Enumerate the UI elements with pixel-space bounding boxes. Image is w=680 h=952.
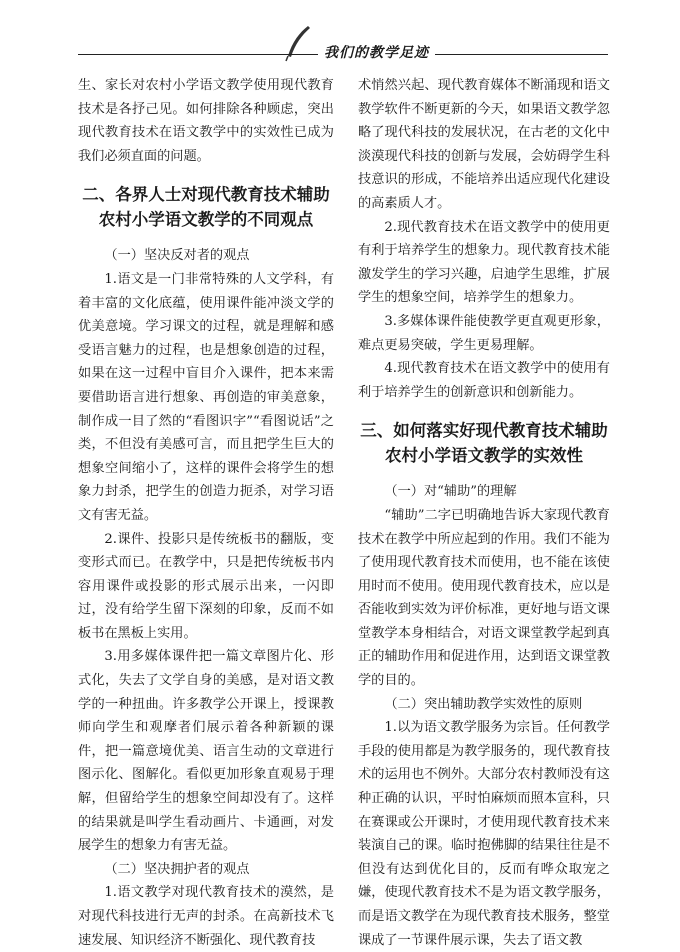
paragraph: “辅助”二字已明确地告诉大家现代教育技术在教学中所应起到的作用。我们不能为了使用现代教育技术而使用，也不能在该使用时而不使用。使用现代教育技术，应以是否能收到实效为评价标准，更好地与语文课堂教学本身相结合，对语文课堂教学起到真正的辅助作用和促进作用，达到语文课堂教学的目的。 (358, 507, 610, 689)
paragraph: 2.现代教育技术在语文教学中的使用更有利于培养学生的想象力。现代教育技术能激发学生的学习兴趣，启迪学生思维，扩展学生的想象空间，培养学生的想象力。 (358, 219, 610, 306)
paragraph: 3.多媒体课件能使教学更直观更形象，难点更易突破，学生更易理解。 (358, 313, 610, 353)
quill-pen-icon (278, 22, 318, 62)
subsection-title: （二）突出辅助教学实效性的原则 (384, 696, 583, 712)
paragraph: 4.现代教育技术在语文教学中的使用有利于培养学生的创新意识和创新能力。 (358, 361, 610, 400)
section-3-title: 三、如何落实好现代教育技术辅助农村小学语文教学的实效性 (360, 421, 608, 466)
paragraph: 1.语文是一门非常特殊的人文学科，有着丰富的文化底蕴，使用课件能冲淡文学的优美意境。学习课文的过程，就是理解和感受语言魅力的过程，也是想象创造的过程，如果在这一过程中盲目介入课件，把本来需要借助语言进行想象、再创造的审美意象，制作成一目了然的“看图识字”“看图说话”之类，不但没有美感可言，而且把学生巨大的想象空间缩小了，这样的课件会将学生的想象力封杀，把学生的创造力扼杀，对学习语文有害无益。 (78, 271, 334, 523)
paragraph: 1.语文教学对现代教育技术的漠然，是对现代科技进行无声的封杀。在高新技术飞速发展、知识经济不断强化、现代教育技 (78, 885, 334, 948)
subsection-title: （一）对“辅助”的理解 (384, 484, 517, 500)
journal-sidebar (618, 0, 680, 947)
section-2-title: 二、各界人士对现代教育技术辅助农村小学语文教学的不同观点 (82, 185, 330, 230)
subsection-title: （一）坚决反对者的观点 (104, 248, 250, 264)
page-header (0, 0, 680, 70)
header-title: 我们的教学足迹 (318, 42, 435, 62)
intro-paragraph: 生、家长对农村小学语文教学使用现代教育技术是各抒己见。如何排除各种顾虑，突出现代教育技术在语文教学中的实效性已成为我们必须直面的问题。 (78, 78, 334, 164)
paragraph: 1.以为语文教学服务为宗旨。任何教学手段的使用都是为教学服务的，现代教育技术的运用也不例外。大部分农村教师没有这种正确的认识，平时怕麻烦而照本宣科，只在赛课或公开课时，才使用现代教育技术来装演自己的课。临时抱佛脚的结果往往是不但没有达到优化目的，反而有哗众取宠之嫌，使现代教育技术不是为语文教学服务，而是语文教学在为现代教育技术服务，整堂课成了一节课件展示课，失去了语文教 (358, 720, 610, 948)
subsection-title: （二）坚决拥护者的观点 (104, 861, 250, 877)
paragraph: 3.用多媒体课件把一篇文章图片化、形式化，失去了文学自身的美感，是对语文教学的一种扭曲。许多教学公开课上，授课教师向学生和观摩者们展示着各种新颖的课件，把一篇意境优美、语言生动的文章进行图示化、图解化。看似更加形象直观易于理解，但留给学生的想象空间却没有了。这样的结果就是叫学生看动画片、卡通画，对发展学生的想象力有害无益。 (78, 649, 334, 854)
paragraph: 2.课件、投影只是传统板书的翻版，变变形式而已。在教学中，只是把传统板书内容用课件或投影的形式展示出来，一闪即过，没有给学生留下深刻的印象，反而不如板书在黑板上实用。 (78, 531, 334, 641)
right-column (358, 74, 610, 952)
left-column (78, 74, 334, 952)
paragraph: 术悄然兴起、现代教育媒体不断涌现和语文教学软件不断更新的今天，如果语文教学忽略了现代科技的发展状况，在古老的文化中淡漠现代科技的创新与发展，会妨碍学生科技意识的形成，不能培养出适应现代化建设的高素质人才。 (358, 78, 610, 211)
